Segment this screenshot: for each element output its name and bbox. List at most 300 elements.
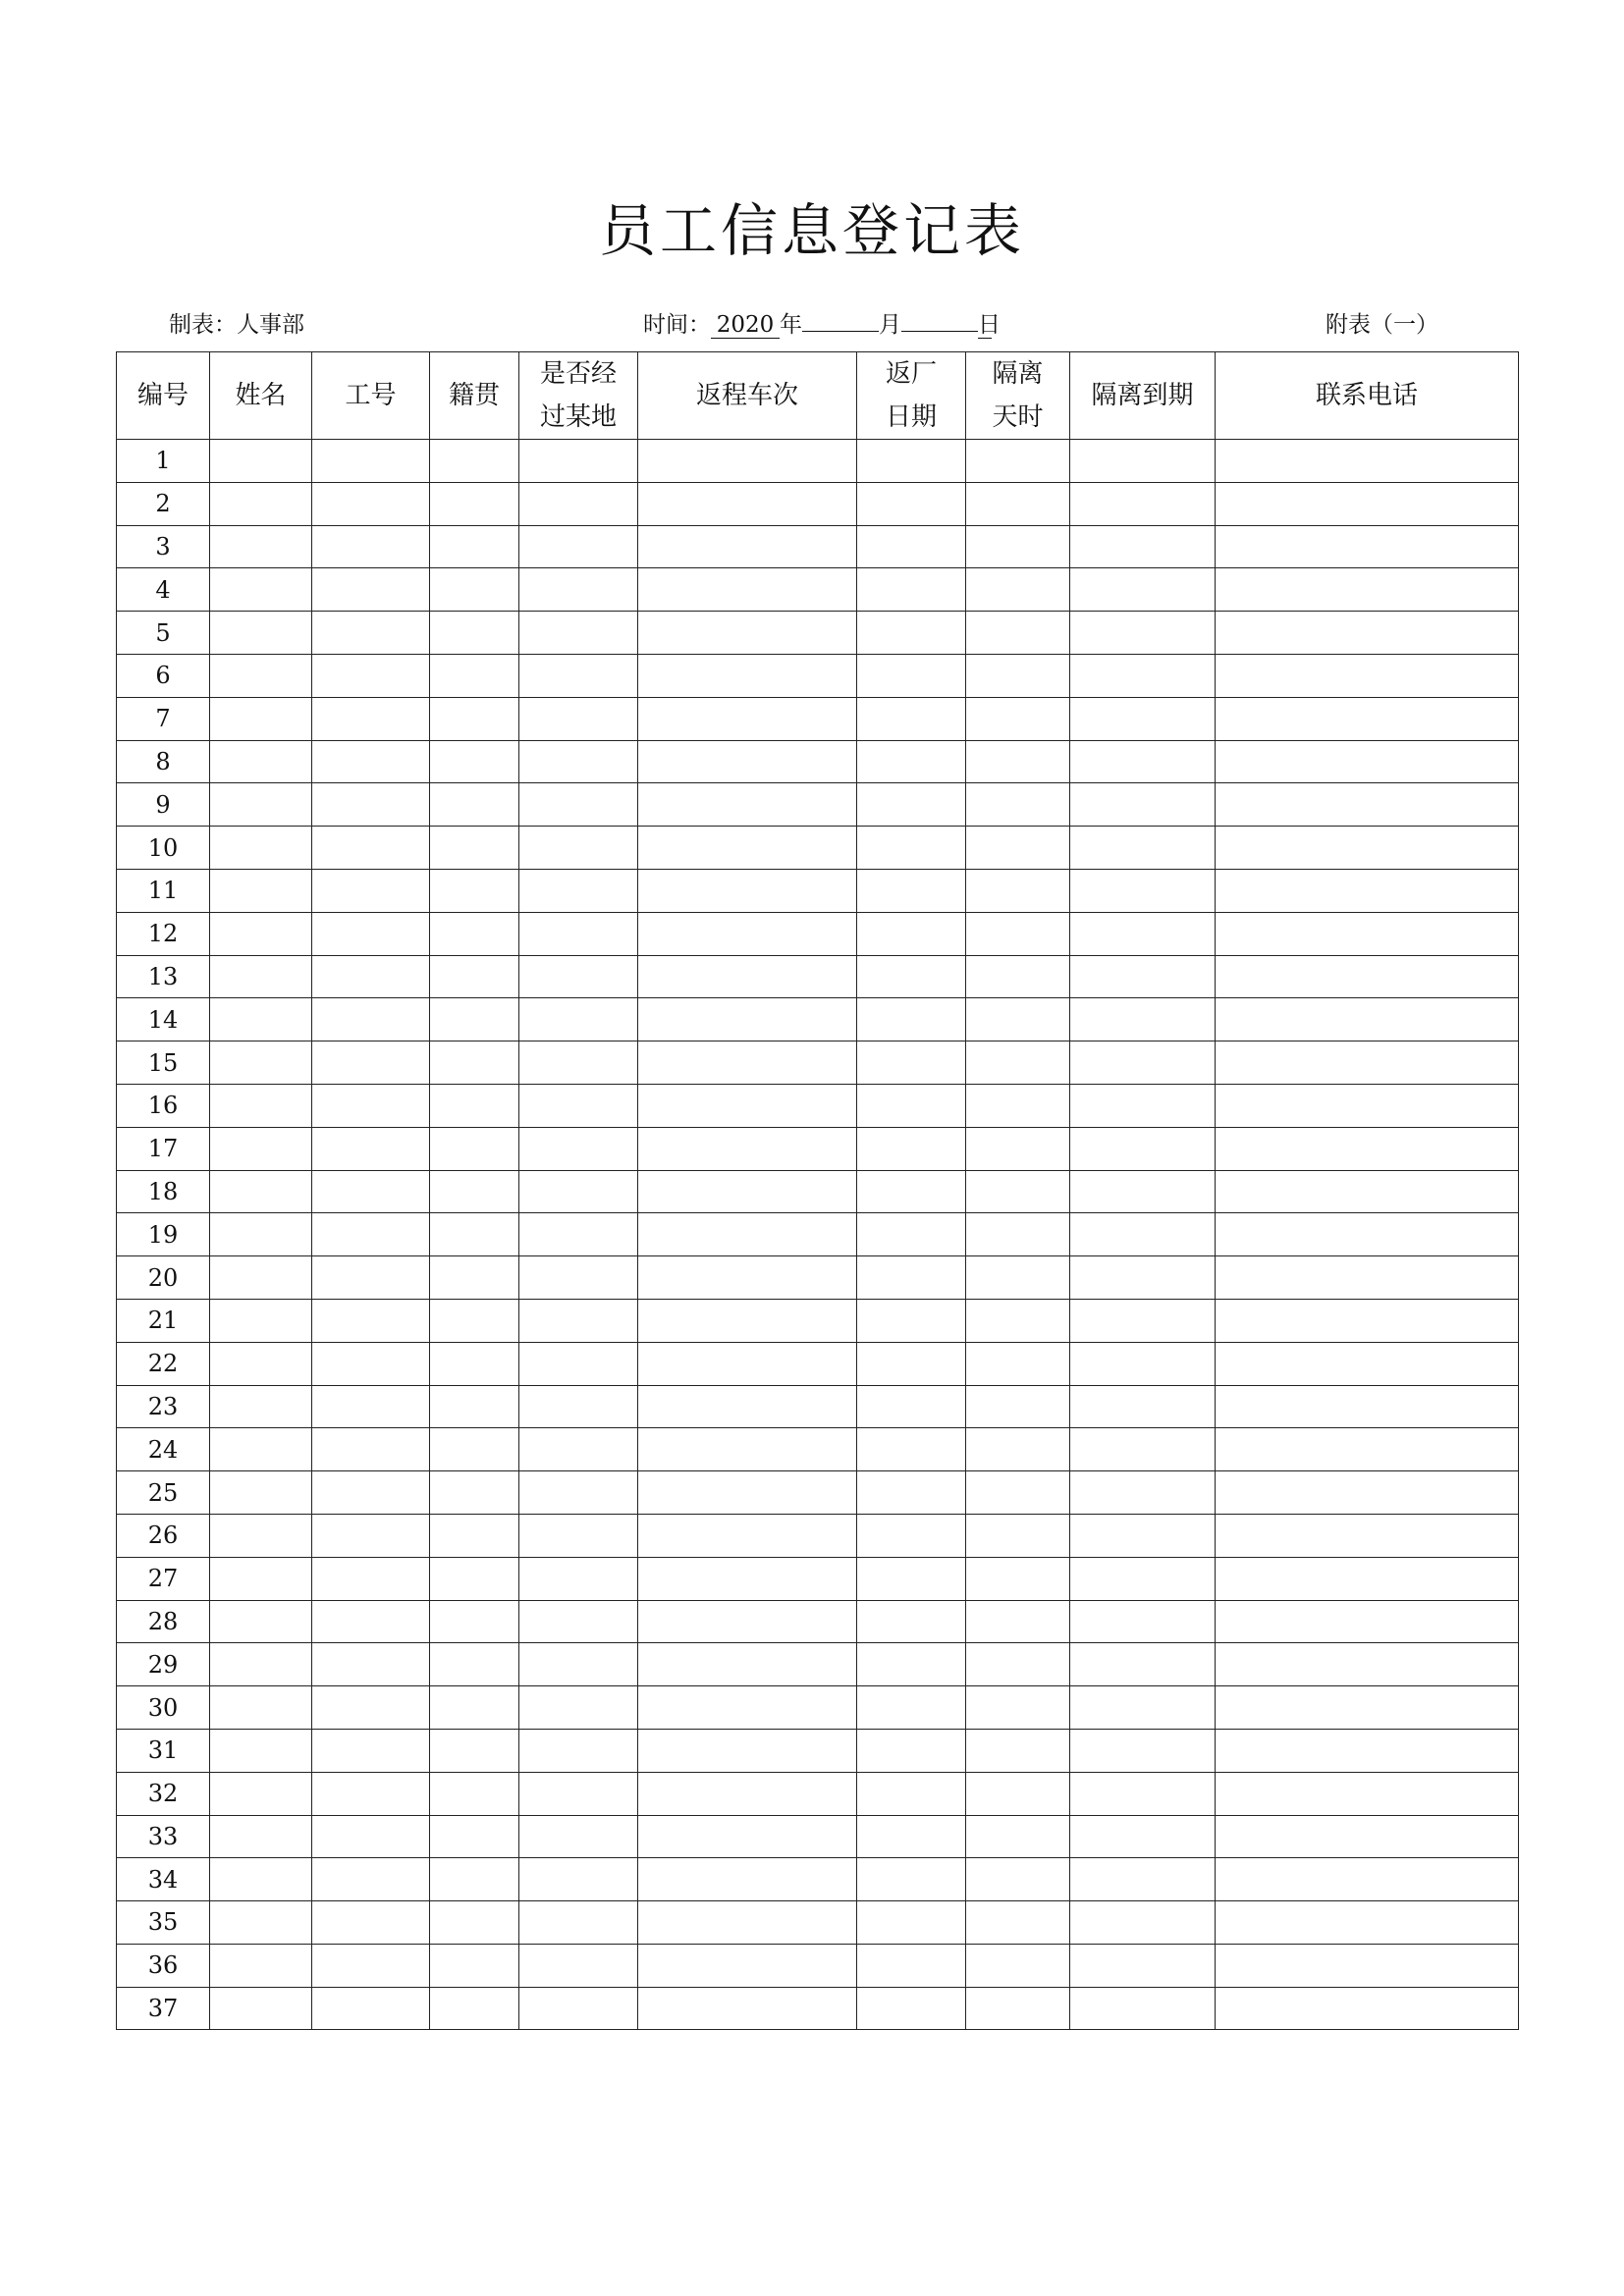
cell-employee-no[interactable] [312, 1471, 430, 1515]
cell-phone[interactable] [1216, 998, 1519, 1041]
cell-return-train[interactable] [638, 1428, 857, 1471]
cell-quarantine-days[interactable] [966, 740, 1070, 783]
cell-return-train[interactable] [638, 1041, 857, 1085]
cell-return-train[interactable] [638, 1299, 857, 1342]
cell-passed-through[interactable] [519, 1256, 638, 1300]
cell-return-date[interactable] [857, 1127, 966, 1170]
cell-quarantine-days[interactable] [966, 783, 1070, 827]
cell-quarantine-days[interactable] [966, 568, 1070, 612]
cell-quarantine-end[interactable] [1070, 1772, 1216, 1815]
cell-phone[interactable] [1216, 612, 1519, 655]
cell-return-train[interactable] [638, 1514, 857, 1557]
cell-quarantine-end[interactable] [1070, 1170, 1216, 1213]
cell-employee-no[interactable] [312, 912, 430, 955]
cell-employee-no[interactable] [312, 1987, 430, 2030]
cell-employee-no[interactable] [312, 1041, 430, 1085]
cell-return-date[interactable] [857, 998, 966, 1041]
cell-quarantine-end[interactable] [1070, 612, 1216, 655]
cell-quarantine-days[interactable] [966, 1944, 1070, 1987]
cell-return-train[interactable] [638, 1256, 857, 1300]
cell-employee-no[interactable] [312, 869, 430, 912]
cell-passed-through[interactable] [519, 1772, 638, 1815]
cell-quarantine-days[interactable] [966, 1471, 1070, 1515]
cell-passed-through[interactable] [519, 1428, 638, 1471]
cell-passed-through[interactable] [519, 1299, 638, 1342]
cell-quarantine-days[interactable] [966, 654, 1070, 697]
cell-phone[interactable] [1216, 568, 1519, 612]
cell-quarantine-end[interactable] [1070, 912, 1216, 955]
month-field[interactable] [802, 331, 879, 332]
cell-return-train[interactable] [638, 1342, 857, 1385]
cell-return-date[interactable] [857, 612, 966, 655]
cell-passed-through[interactable] [519, 1643, 638, 1686]
cell-name[interactable] [210, 1041, 312, 1085]
cell-return-date[interactable] [857, 1944, 966, 1987]
cell-name[interactable] [210, 869, 312, 912]
cell-passed-through[interactable] [519, 1213, 638, 1256]
cell-return-date[interactable] [857, 1256, 966, 1300]
cell-quarantine-end[interactable] [1070, 955, 1216, 998]
cell-return-date[interactable] [857, 1557, 966, 1600]
cell-return-train[interactable] [638, 612, 857, 655]
cell-hometown[interactable] [430, 1987, 519, 2030]
cell-phone[interactable] [1216, 827, 1519, 870]
cell-return-train[interactable] [638, 827, 857, 870]
cell-hometown[interactable] [430, 1428, 519, 1471]
cell-passed-through[interactable] [519, 783, 638, 827]
cell-quarantine-days[interactable] [966, 1084, 1070, 1127]
cell-employee-no[interactable] [312, 998, 430, 1041]
cell-quarantine-days[interactable] [966, 440, 1070, 483]
cell-return-date[interactable] [857, 1342, 966, 1385]
cell-quarantine-end[interactable] [1070, 1084, 1216, 1127]
cell-name[interactable] [210, 1428, 312, 1471]
cell-phone[interactable] [1216, 1729, 1519, 1772]
cell-hometown[interactable] [430, 1342, 519, 1385]
cell-employee-no[interactable] [312, 1084, 430, 1127]
cell-employee-no[interactable] [312, 568, 430, 612]
cell-name[interactable] [210, 1256, 312, 1300]
cell-quarantine-end[interactable] [1070, 525, 1216, 568]
cell-return-train[interactable] [638, 1987, 857, 2030]
cell-return-train[interactable] [638, 1127, 857, 1170]
cell-quarantine-days[interactable] [966, 1213, 1070, 1256]
cell-return-date[interactable] [857, 827, 966, 870]
cell-return-train[interactable] [638, 568, 857, 612]
cell-hometown[interactable] [430, 783, 519, 827]
cell-passed-through[interactable] [519, 1127, 638, 1170]
cell-phone[interactable] [1216, 869, 1519, 912]
cell-quarantine-end[interactable] [1070, 1901, 1216, 1945]
cell-quarantine-days[interactable] [966, 1815, 1070, 1858]
cell-employee-no[interactable] [312, 740, 430, 783]
cell-return-train[interactable] [638, 1385, 857, 1428]
cell-passed-through[interactable] [519, 1084, 638, 1127]
cell-hometown[interactable] [430, 568, 519, 612]
cell-name[interactable] [210, 955, 312, 998]
cell-quarantine-end[interactable] [1070, 1213, 1216, 1256]
cell-hometown[interactable] [430, 525, 519, 568]
cell-hometown[interactable] [430, 1084, 519, 1127]
cell-phone[interactable] [1216, 1987, 1519, 2030]
cell-quarantine-days[interactable] [966, 1557, 1070, 1600]
cell-employee-no[interactable] [312, 827, 430, 870]
cell-passed-through[interactable] [519, 568, 638, 612]
cell-passed-through[interactable] [519, 955, 638, 998]
cell-name[interactable] [210, 998, 312, 1041]
cell-name[interactable] [210, 1170, 312, 1213]
cell-name[interactable] [210, 1815, 312, 1858]
cell-name[interactable] [210, 1643, 312, 1686]
cell-return-date[interactable] [857, 1858, 966, 1901]
cell-hometown[interactable] [430, 1686, 519, 1730]
cell-employee-no[interactable] [312, 1127, 430, 1170]
cell-return-train[interactable] [638, 1600, 857, 1643]
cell-passed-through[interactable] [519, 525, 638, 568]
cell-employee-no[interactable] [312, 612, 430, 655]
cell-phone[interactable] [1216, 1600, 1519, 1643]
cell-quarantine-end[interactable] [1070, 654, 1216, 697]
cell-hometown[interactable] [430, 654, 519, 697]
cell-quarantine-days[interactable] [966, 827, 1070, 870]
cell-hometown[interactable] [430, 697, 519, 740]
cell-name[interactable] [210, 697, 312, 740]
cell-quarantine-days[interactable] [966, 1256, 1070, 1300]
cell-phone[interactable] [1216, 783, 1519, 827]
cell-name[interactable] [210, 1385, 312, 1428]
cell-employee-no[interactable] [312, 482, 430, 525]
cell-quarantine-end[interactable] [1070, 1041, 1216, 1085]
cell-name[interactable] [210, 482, 312, 525]
cell-hometown[interactable] [430, 1944, 519, 1987]
cell-return-date[interactable] [857, 1385, 966, 1428]
cell-passed-through[interactable] [519, 697, 638, 740]
cell-employee-no[interactable] [312, 697, 430, 740]
cell-employee-no[interactable] [312, 1256, 430, 1300]
cell-employee-no[interactable] [312, 1428, 430, 1471]
cell-quarantine-end[interactable] [1070, 1127, 1216, 1170]
cell-name[interactable] [210, 612, 312, 655]
cell-hometown[interactable] [430, 1557, 519, 1600]
cell-name[interactable] [210, 1901, 312, 1945]
cell-phone[interactable] [1216, 697, 1519, 740]
cell-hometown[interactable] [430, 1772, 519, 1815]
cell-return-date[interactable] [857, 1041, 966, 1085]
cell-passed-through[interactable] [519, 1944, 638, 1987]
cell-hometown[interactable] [430, 1385, 519, 1428]
cell-employee-no[interactable] [312, 783, 430, 827]
cell-phone[interactable] [1216, 1643, 1519, 1686]
cell-return-date[interactable] [857, 525, 966, 568]
cell-return-train[interactable] [638, 1901, 857, 1945]
cell-passed-through[interactable] [519, 1729, 638, 1772]
cell-phone[interactable] [1216, 740, 1519, 783]
cell-phone[interactable] [1216, 1858, 1519, 1901]
cell-phone[interactable] [1216, 1385, 1519, 1428]
cell-name[interactable] [210, 1600, 312, 1643]
cell-quarantine-days[interactable] [966, 1170, 1070, 1213]
cell-name[interactable] [210, 1514, 312, 1557]
cell-name[interactable] [210, 1772, 312, 1815]
cell-return-date[interactable] [857, 1815, 966, 1858]
cell-phone[interactable] [1216, 955, 1519, 998]
cell-name[interactable] [210, 440, 312, 483]
cell-quarantine-days[interactable] [966, 697, 1070, 740]
cell-quarantine-days[interactable] [966, 1643, 1070, 1686]
cell-passed-through[interactable] [519, 912, 638, 955]
cell-quarantine-days[interactable] [966, 1514, 1070, 1557]
cell-return-date[interactable] [857, 1213, 966, 1256]
cell-phone[interactable] [1216, 440, 1519, 483]
cell-name[interactable] [210, 1213, 312, 1256]
cell-quarantine-days[interactable] [966, 1041, 1070, 1085]
cell-phone[interactable] [1216, 1471, 1519, 1515]
cell-return-date[interactable] [857, 568, 966, 612]
cell-quarantine-days[interactable] [966, 869, 1070, 912]
cell-hometown[interactable] [430, 1901, 519, 1945]
cell-employee-no[interactable] [312, 1557, 430, 1600]
cell-return-date[interactable] [857, 1170, 966, 1213]
cell-phone[interactable] [1216, 1342, 1519, 1385]
cell-name[interactable] [210, 1729, 312, 1772]
cell-hometown[interactable] [430, 1256, 519, 1300]
cell-passed-through[interactable] [519, 654, 638, 697]
cell-return-date[interactable] [857, 740, 966, 783]
cell-return-date[interactable] [857, 1643, 966, 1686]
cell-quarantine-end[interactable] [1070, 827, 1216, 870]
cell-quarantine-days[interactable] [966, 1385, 1070, 1428]
cell-employee-no[interactable] [312, 955, 430, 998]
cell-quarantine-end[interactable] [1070, 1557, 1216, 1600]
cell-quarantine-end[interactable] [1070, 1600, 1216, 1643]
cell-quarantine-end[interactable] [1070, 1643, 1216, 1686]
cell-employee-no[interactable] [312, 1643, 430, 1686]
cell-hometown[interactable] [430, 1471, 519, 1515]
cell-hometown[interactable] [430, 1729, 519, 1772]
cell-name[interactable] [210, 1858, 312, 1901]
cell-hometown[interactable] [430, 1127, 519, 1170]
cell-return-date[interactable] [857, 1084, 966, 1127]
cell-passed-through[interactable] [519, 1342, 638, 1385]
cell-employee-no[interactable] [312, 1514, 430, 1557]
cell-phone[interactable] [1216, 1557, 1519, 1600]
cell-return-train[interactable] [638, 1772, 857, 1815]
cell-quarantine-end[interactable] [1070, 998, 1216, 1041]
cell-return-train[interactable] [638, 697, 857, 740]
cell-employee-no[interactable] [312, 1299, 430, 1342]
cell-employee-no[interactable] [312, 654, 430, 697]
cell-hometown[interactable] [430, 1213, 519, 1256]
cell-hometown[interactable] [430, 1643, 519, 1686]
cell-quarantine-end[interactable] [1070, 482, 1216, 525]
cell-name[interactable] [210, 1557, 312, 1600]
cell-hometown[interactable] [430, 1514, 519, 1557]
cell-passed-through[interactable] [519, 827, 638, 870]
cell-return-date[interactable] [857, 912, 966, 955]
cell-return-date[interactable] [857, 1987, 966, 2030]
cell-return-train[interactable] [638, 525, 857, 568]
cell-hometown[interactable] [430, 1815, 519, 1858]
cell-hometown[interactable] [430, 482, 519, 525]
cell-phone[interactable] [1216, 1213, 1519, 1256]
cell-return-date[interactable] [857, 654, 966, 697]
cell-name[interactable] [210, 827, 312, 870]
cell-employee-no[interactable] [312, 1815, 430, 1858]
cell-quarantine-days[interactable] [966, 1428, 1070, 1471]
cell-quarantine-end[interactable] [1070, 1256, 1216, 1300]
cell-employee-no[interactable] [312, 1170, 430, 1213]
cell-phone[interactable] [1216, 1084, 1519, 1127]
cell-quarantine-days[interactable] [966, 1299, 1070, 1342]
cell-name[interactable] [210, 912, 312, 955]
cell-quarantine-end[interactable] [1070, 1514, 1216, 1557]
cell-quarantine-days[interactable] [966, 1901, 1070, 1945]
cell-return-date[interactable] [857, 1686, 966, 1730]
cell-name[interactable] [210, 1471, 312, 1515]
cell-phone[interactable] [1216, 1428, 1519, 1471]
cell-passed-through[interactable] [519, 1557, 638, 1600]
cell-phone[interactable] [1216, 654, 1519, 697]
day-field[interactable] [901, 331, 978, 332]
cell-passed-through[interactable] [519, 1471, 638, 1515]
cell-employee-no[interactable] [312, 1385, 430, 1428]
cell-passed-through[interactable] [519, 869, 638, 912]
cell-passed-through[interactable] [519, 1686, 638, 1730]
cell-phone[interactable] [1216, 1815, 1519, 1858]
cell-hometown[interactable] [430, 1299, 519, 1342]
cell-name[interactable] [210, 1686, 312, 1730]
cell-return-train[interactable] [638, 1729, 857, 1772]
cell-quarantine-end[interactable] [1070, 783, 1216, 827]
cell-return-date[interactable] [857, 697, 966, 740]
cell-phone[interactable] [1216, 1299, 1519, 1342]
cell-phone[interactable] [1216, 1772, 1519, 1815]
cell-name[interactable] [210, 1944, 312, 1987]
cell-hometown[interactable] [430, 869, 519, 912]
cell-employee-no[interactable] [312, 1901, 430, 1945]
cell-phone[interactable] [1216, 525, 1519, 568]
cell-passed-through[interactable] [519, 1600, 638, 1643]
cell-passed-through[interactable] [519, 998, 638, 1041]
cell-quarantine-end[interactable] [1070, 869, 1216, 912]
cell-phone[interactable] [1216, 1041, 1519, 1085]
cell-return-train[interactable] [638, 1084, 857, 1127]
cell-return-train[interactable] [638, 482, 857, 525]
cell-return-date[interactable] [857, 1471, 966, 1515]
cell-quarantine-days[interactable] [966, 612, 1070, 655]
cell-passed-through[interactable] [519, 1041, 638, 1085]
cell-return-train[interactable] [638, 1213, 857, 1256]
cell-passed-through[interactable] [519, 1815, 638, 1858]
cell-quarantine-end[interactable] [1070, 1729, 1216, 1772]
cell-employee-no[interactable] [312, 1600, 430, 1643]
cell-passed-through[interactable] [519, 1514, 638, 1557]
cell-passed-through[interactable] [519, 1170, 638, 1213]
cell-phone[interactable] [1216, 1170, 1519, 1213]
cell-phone[interactable] [1216, 1901, 1519, 1945]
cell-employee-no[interactable] [312, 1944, 430, 1987]
cell-quarantine-end[interactable] [1070, 1299, 1216, 1342]
cell-hometown[interactable] [430, 740, 519, 783]
cell-hometown[interactable] [430, 1600, 519, 1643]
cell-return-train[interactable] [638, 1170, 857, 1213]
cell-phone[interactable] [1216, 1944, 1519, 1987]
cell-hometown[interactable] [430, 998, 519, 1041]
cell-return-train[interactable] [638, 1944, 857, 1987]
cell-return-train[interactable] [638, 654, 857, 697]
cell-name[interactable] [210, 1127, 312, 1170]
cell-quarantine-end[interactable] [1070, 1385, 1216, 1428]
cell-return-date[interactable] [857, 1428, 966, 1471]
cell-employee-no[interactable] [312, 1772, 430, 1815]
cell-quarantine-days[interactable] [966, 955, 1070, 998]
cell-quarantine-days[interactable] [966, 1858, 1070, 1901]
cell-quarantine-days[interactable] [966, 1729, 1070, 1772]
cell-quarantine-days[interactable] [966, 482, 1070, 525]
cell-name[interactable] [210, 525, 312, 568]
cell-return-train[interactable] [638, 955, 857, 998]
cell-return-train[interactable] [638, 1643, 857, 1686]
cell-quarantine-end[interactable] [1070, 740, 1216, 783]
cell-return-train[interactable] [638, 998, 857, 1041]
cell-passed-through[interactable] [519, 1385, 638, 1428]
cell-hometown[interactable] [430, 912, 519, 955]
cell-hometown[interactable] [430, 1041, 519, 1085]
cell-return-date[interactable] [857, 1729, 966, 1772]
cell-phone[interactable] [1216, 482, 1519, 525]
cell-return-train[interactable] [638, 783, 857, 827]
cell-hometown[interactable] [430, 1170, 519, 1213]
cell-quarantine-days[interactable] [966, 912, 1070, 955]
cell-phone[interactable] [1216, 1127, 1519, 1170]
year-field[interactable]: 2020 [711, 312, 780, 339]
cell-employee-no[interactable] [312, 1729, 430, 1772]
cell-return-train[interactable] [638, 869, 857, 912]
cell-passed-through[interactable] [519, 1987, 638, 2030]
cell-quarantine-days[interactable] [966, 1772, 1070, 1815]
cell-quarantine-days[interactable] [966, 525, 1070, 568]
cell-name[interactable] [210, 1987, 312, 2030]
cell-employee-no[interactable] [312, 1686, 430, 1730]
cell-passed-through[interactable] [519, 1901, 638, 1945]
cell-quarantine-days[interactable] [966, 1600, 1070, 1643]
cell-passed-through[interactable] [519, 1858, 638, 1901]
cell-name[interactable] [210, 654, 312, 697]
cell-return-train[interactable] [638, 912, 857, 955]
cell-return-train[interactable] [638, 1471, 857, 1515]
cell-quarantine-end[interactable] [1070, 1815, 1216, 1858]
cell-phone[interactable] [1216, 912, 1519, 955]
cell-quarantine-days[interactable] [966, 1686, 1070, 1730]
cell-hometown[interactable] [430, 827, 519, 870]
cell-quarantine-end[interactable] [1070, 697, 1216, 740]
cell-quarantine-end[interactable] [1070, 1686, 1216, 1730]
cell-passed-through[interactable] [519, 612, 638, 655]
cell-return-date[interactable] [857, 1772, 966, 1815]
cell-name[interactable] [210, 1299, 312, 1342]
cell-return-date[interactable] [857, 955, 966, 998]
cell-name[interactable] [210, 568, 312, 612]
cell-employee-no[interactable] [312, 1342, 430, 1385]
cell-hometown[interactable] [430, 612, 519, 655]
cell-hometown[interactable] [430, 1858, 519, 1901]
cell-return-train[interactable] [638, 1815, 857, 1858]
cell-return-train[interactable] [638, 440, 857, 483]
cell-return-date[interactable] [857, 440, 966, 483]
cell-quarantine-end[interactable] [1070, 1987, 1216, 2030]
cell-quarantine-days[interactable] [966, 1987, 1070, 2030]
cell-name[interactable] [210, 740, 312, 783]
